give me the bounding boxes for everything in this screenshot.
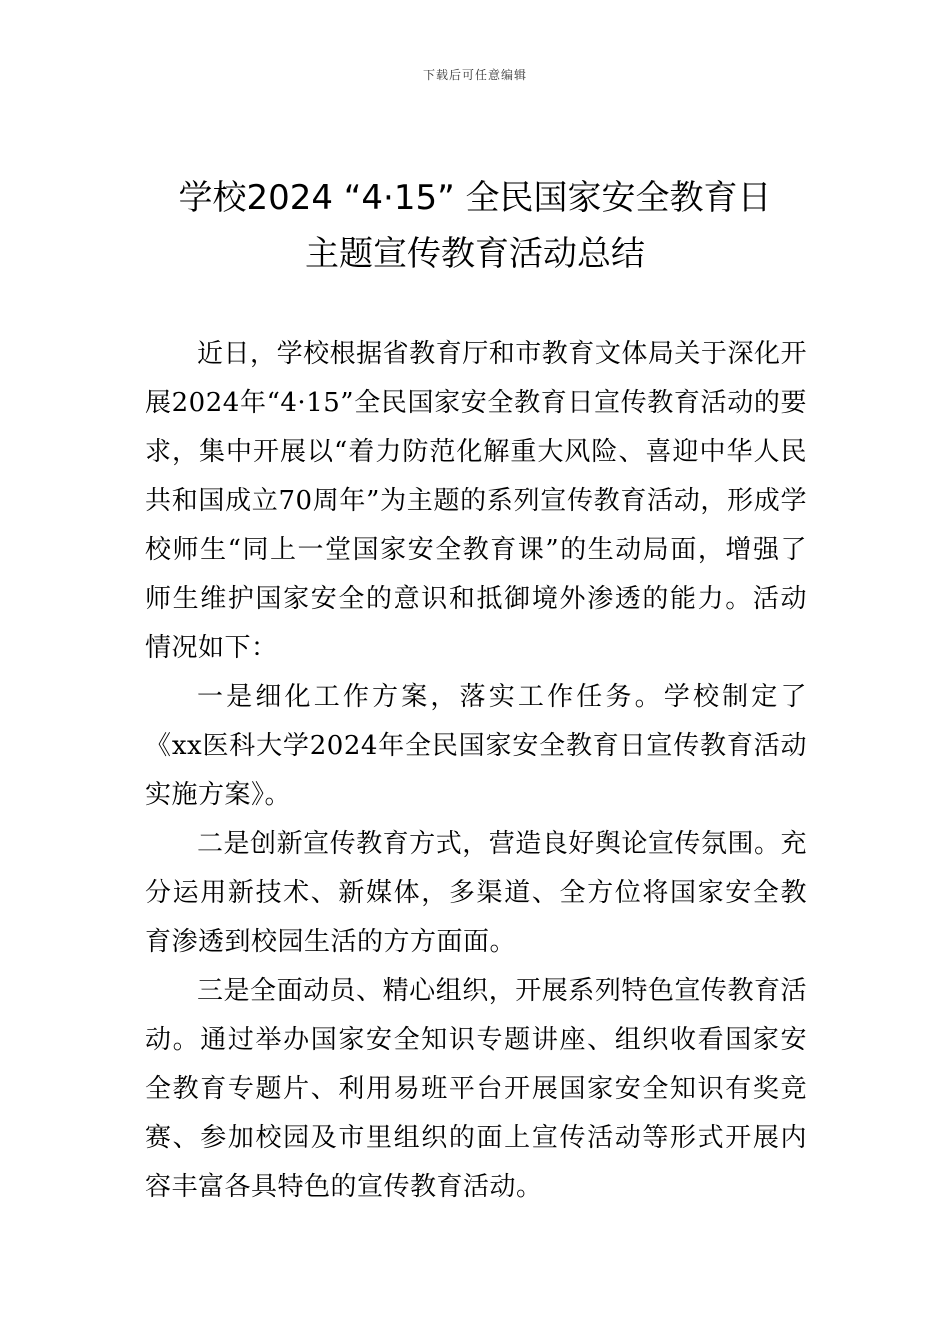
- paragraph-second-point: 二是创新宣传教育方式，营造良好舆论宣传氛围。充分运用新技术、新媒体，多渠道、全方位将国家安全教育渗透到校园生活的方方面面。: [145, 829, 807, 957]
- document-title: [100, 170, 850, 282]
- header-note: 下载后可任意编辑: [422, 68, 527, 82]
- document-body: [145, 330, 807, 1212]
- title-line-2: 主题宣传教育活动总结: [305, 234, 645, 274]
- title-line-1: 学校2024 “4·15” 全民国家安全教育日: [178, 178, 772, 218]
- paragraph-third-point: 三是全面动员、精心组织，开展系列特色宣传教育活动。通过举办国家安全知识专题讲座、组织收看国家安全教育专题片、利用易班平台开展国家安全知识有奖竞赛、参加校园及市里组织的面上宣传活动等形式开展内容丰富各具特色的宣传教育活动。: [145, 976, 807, 1202]
- paragraph-first-point: 一是细化工作方案，落实工作任务。学校制定了《xx医科大学2024年全民国家安全教育日宣传教育活动实施方案》。: [145, 682, 807, 810]
- paragraph-intro: 近日，学校根据省教育厅和市教育文体局关于深化开展2024年“4·15”全民国家安全教育日宣传教育活动的要求，集中开展以“着力防范化解重大风险、喜迎中华人民共和国成立70周年”为主题的系列宣传教育活动，形成学校师生“同上一堂国家安全教育课”的生动局面，增强了师生维护国家安全的意识和抵御境外渗透的能力。活动情况如下：: [145, 339, 807, 663]
